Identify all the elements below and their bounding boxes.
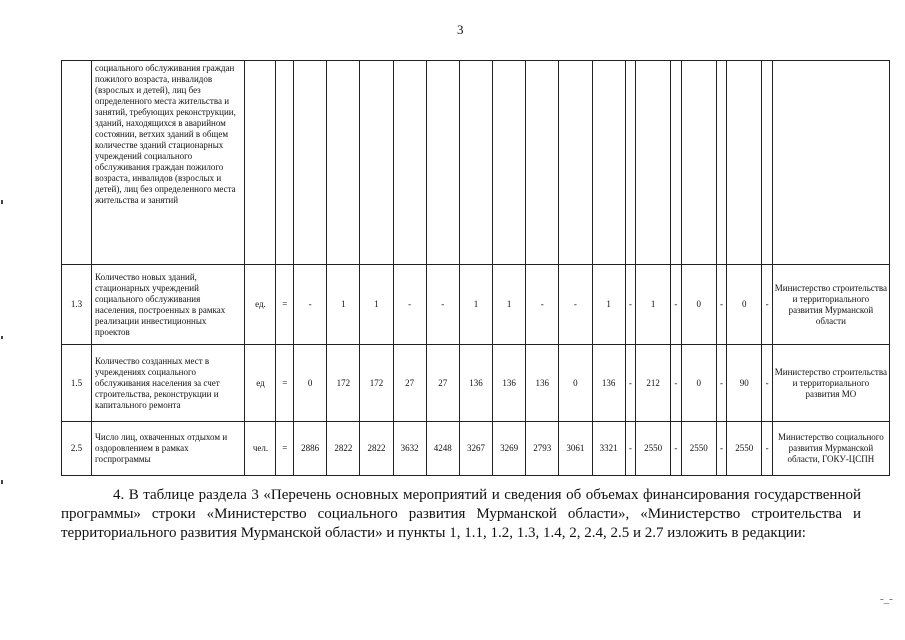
margin-dash: -_-	[880, 593, 893, 605]
value-cell: 0	[559, 345, 592, 422]
indicator-name-cell: Число лиц, охваченных отдыхом и оздоровлением в рамках госпрограммы	[92, 422, 245, 476]
value-cell: -	[762, 265, 772, 345]
indicator-name-cell: Количество новых зданий, стационарных учреждений социального обслуживания населения, построенных в рамках реализации инвестиционных проектов	[92, 265, 245, 345]
value-cell: 172	[327, 345, 360, 422]
value-cell	[276, 61, 294, 265]
value-cell: 136	[459, 345, 492, 422]
margin-mark	[1, 480, 3, 484]
value-cell: -	[625, 265, 635, 345]
value-cell	[762, 61, 772, 265]
table-row	[62, 422, 890, 476]
value-cell: 2793	[526, 422, 559, 476]
value-cell: 136	[493, 345, 526, 422]
value-cell: -	[671, 265, 681, 345]
value-cell: 3267	[459, 422, 492, 476]
indicator-name-cell: Количество созданных мест в учреждениях социального обслуживания населения за счет строительства, реконструкции и капитального ремонта	[92, 345, 245, 422]
value-cell	[625, 61, 635, 265]
value-cell: 0	[727, 265, 762, 345]
value-cell: -	[625, 422, 635, 476]
value-cell: -	[716, 422, 726, 476]
table-body	[62, 61, 890, 476]
unit-cell	[245, 61, 276, 265]
value-cell: 212	[636, 345, 671, 422]
row-number-cell: 1.5	[62, 345, 92, 422]
value-cell: 1	[592, 265, 625, 345]
value-cell: 3321	[592, 422, 625, 476]
instruction-paragraph: 4. В таблице раздела 3 «Перечень основных мероприятий и сведения об объемах финансирования государственной программы» строки «Министерство социального развития Мурманской области», «Министерство строительства и территориального развития Мурманской области» и пункты 1, 1.1, 1.2, 1.3, 1.4, 2, 2.4, 2.5 и 2.7 изложить в редакции:	[61, 487, 861, 541]
value-cell: 1	[327, 265, 360, 345]
value-cell: 0	[294, 345, 327, 422]
responsible-org-cell: Министерство строительства и территориального развития МО	[772, 345, 889, 422]
value-cell: 3269	[493, 422, 526, 476]
value-cell: -	[762, 345, 772, 422]
value-cell: -	[559, 265, 592, 345]
responsible-org-cell: Министерство строительства и территориального развития Мурманской области	[772, 265, 889, 345]
value-cell: -	[526, 265, 559, 345]
row-number-cell: 2.5	[62, 422, 92, 476]
value-cell: -	[671, 345, 681, 422]
value-cell: 3632	[393, 422, 426, 476]
value-cell: =	[276, 345, 294, 422]
value-cell: -	[762, 422, 772, 476]
margin-mark	[1, 336, 3, 339]
value-cell: =	[276, 265, 294, 345]
unit-cell: чел.	[245, 422, 276, 476]
indicators-table	[61, 60, 890, 476]
margin-mark	[1, 200, 3, 204]
value-cell: 2550	[636, 422, 671, 476]
value-cell	[393, 61, 426, 265]
value-cell: =	[276, 422, 294, 476]
value-cell	[493, 61, 526, 265]
value-cell: -	[294, 265, 327, 345]
value-cell	[592, 61, 625, 265]
value-cell	[716, 61, 726, 265]
indicator-name-cell: социального обслуживания граждан пожилого возраста, инвалидов (взрослых и детей), лиц без определенного места жительства и занятий, требующих реконструкции, зданий, находящихся в аварийном состоянии, ветхих зданий в общем количестве зданий стационарных учреждений социального обслуживания граждан пожилого возраста, инвалидов (взрослых и детей), лиц без определенного места жительства и занятий	[92, 61, 245, 265]
value-cell	[459, 61, 492, 265]
value-cell	[360, 61, 393, 265]
value-cell	[294, 61, 327, 265]
value-cell: 136	[526, 345, 559, 422]
value-cell: -	[716, 265, 726, 345]
responsible-org-cell	[772, 61, 889, 265]
value-cell: 1	[636, 265, 671, 345]
value-cell: -	[393, 265, 426, 345]
unit-cell: ед.	[245, 265, 276, 345]
value-cell: 27	[426, 345, 459, 422]
responsible-org-cell: Министерство социального развития Мурманской области, ГОКУ-ЦСПН	[772, 422, 889, 476]
value-cell	[559, 61, 592, 265]
value-cell: -	[716, 345, 726, 422]
value-cell	[727, 61, 762, 265]
value-cell	[636, 61, 671, 265]
value-cell: 0	[681, 265, 716, 345]
value-cell: 2550	[727, 422, 762, 476]
value-cell: 27	[393, 345, 426, 422]
unit-cell: ед	[245, 345, 276, 422]
value-cell: 1	[493, 265, 526, 345]
value-cell	[327, 61, 360, 265]
value-cell: 90	[727, 345, 762, 422]
value-cell: 1	[459, 265, 492, 345]
table-row	[62, 61, 890, 265]
value-cell: 1	[360, 265, 393, 345]
value-cell	[681, 61, 716, 265]
value-cell: 2822	[360, 422, 393, 476]
row-number-cell: 1.3	[62, 265, 92, 345]
value-cell: 2822	[327, 422, 360, 476]
row-number-cell	[62, 61, 92, 265]
table-row	[62, 265, 890, 345]
value-cell	[526, 61, 559, 265]
value-cell: 3061	[559, 422, 592, 476]
value-cell: -	[426, 265, 459, 345]
value-cell: 2550	[681, 422, 716, 476]
value-cell: 2886	[294, 422, 327, 476]
page-number: 3	[457, 22, 464, 37]
value-cell	[426, 61, 459, 265]
value-cell: 4248	[426, 422, 459, 476]
value-cell: 136	[592, 345, 625, 422]
value-cell	[671, 61, 681, 265]
table-row	[62, 345, 890, 422]
value-cell: -	[625, 345, 635, 422]
value-cell: -	[671, 422, 681, 476]
value-cell: 172	[360, 345, 393, 422]
value-cell: 0	[681, 345, 716, 422]
